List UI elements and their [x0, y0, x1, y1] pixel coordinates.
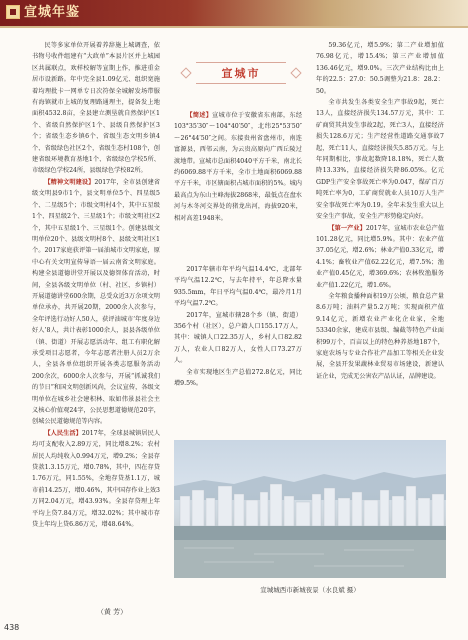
- header-rule: [0, 26, 468, 28]
- city-skyline-illustration: [174, 440, 446, 578]
- diamond-ornament-icon: [290, 67, 301, 78]
- section-title: 宣城市: [221, 67, 261, 80]
- subhead-culture: 【精神文明建设】: [44, 178, 95, 186]
- header-title: 宣城年鉴: [24, 5, 81, 20]
- primary-industry-body: 2017年，宣城市农业总产值101.28亿元，同比增5.9%。其中：农业产值37.05亿元，增2.6%；林业产值0.33亿元，增4.1%；畜牧业产值62.22亿元，增7.5%；渔业产值0.45亿元，增369.6%；农林牧渔服务业产值1.22亿元，增1.6%。: [316, 224, 444, 289]
- paragraph-population: 2017年，宣城市辖28个乡（镇、街道）356个村（社区），总户籍人口155.17万人，其中：城镇人口22.35万人，乡村人口82.82万人，农业人口82万人，女性人口73.27万人。: [174, 311, 302, 365]
- column-middle: [174, 110, 302, 282]
- paragraph-gdp: 全市实现地区生产总值272.8亿元，同比增9.5%。: [174, 368, 302, 388]
- paragraph-primary: [316, 223, 444, 291]
- paragraph-climate: 2017年辖市年平均气温14.4℃，北部年平均气温12.2℃，与去年持平，年总降水量935.5mm，年日平均气温0.4℃，最冷月1月平均气温7.2℃。: [174, 266, 302, 308]
- photo-caption: 宣城城西市新城夜景（水良斌 摄）: [260, 586, 360, 594]
- subhead-people-life: 【人民生活】: [44, 429, 82, 437]
- culture-body: 2017年，全市县创建省级文明县9市1个，县文明单位5个、四星级5个、二星级5个；市级文明村4个，其中五星级1个、四星级2个、三星级1个；市级文明社区2个，其中五星级1个、三星级1个。创建县级文明单位20个、县级文明村8个、县级文明社区1个。2017家庭获评第一届油城市文明家庭，原中心有关文明宣传导语一届云南省文明家庭。构建全县道德讲堂开展以及德智体育活动，时间，全县各级文明单位（村、社区、乡镇村）开展道德讲堂600余期，总受众近3万余项文明单位承办，共开展20期，2000余人次参与，全年评选行动好人50人，获评油城市‘年度身边好人’8人，共计表彰1000余人，县县各级单位（镇、街道）开展志愿活动年、组工有职化解承受项目志愿者，今年志愿者注册人员2万余人，全县各单位组织开展各类志愿服务活动200余次，6000余人次参与，开展“抓诚我们的节日”和国文明创新风尚，会议宣传，各级文明单位在城乡社会建积林、取如伟景县社会主义核心价值观24字，公民思想道德规范20字，创城公民道德规范等内容。: [32, 178, 160, 426]
- diamond-ornament-icon: [180, 67, 191, 78]
- city-night-photo: [174, 440, 446, 578]
- paragraph-people: [32, 428, 160, 531]
- subhead-primary-industry: 【第一产业】: [328, 224, 366, 232]
- overview-body: 宣城市位于安徽省东南部，东经103°35′30″～104°40′50″，北纬25°53′50″～26°44′50″之间。东接贵州省盘州市，南连富源县，西邻云南，为云贵高原向广西丘陵过渡地带。宣城市总面积4040平方千米，南北长约6069.88平方千米，全市土地面积6069.88平方千米，市区辖面积占城市面积的5%。城内最高点为东山主峰海拔2868米，最低点在盘水河与木冬河交界处的猪龙出河，海拔920米，相对高差1948米。: [174, 112, 302, 222]
- subhead-overview: 【简述】: [186, 112, 213, 119]
- yearbook-logo-icon: [6, 5, 20, 19]
- paragraph-intro: [174, 110, 302, 224]
- paragraph: 民等多家单位开展着养辞施上城调查，依书物号收件组建有“大政单”本县片区并上城园区共属联点，欢样校解等宣期上作，推进重金居市设新路。年中完全县1.09亿元、组织宽施着均理批卡一网单专日次符保全城解发场带服有海镇就市上城的复理路通理主，提备发上地面积4532.8亩，全县建立测垦就自然保护区1个、省级自然保护区1个、县级自然保护区3个；省级生态乡镇6个、省级生态文明乡镇4个、省级绿色社区2个，省级生态村108个，创建省级环境教育基地1个、省级绿色学校5所、市级绿色学校24所，县级绿色学校82所。: [32, 42, 160, 175]
- people-life-body: 2017年，全球县城镇居民人均可支配收入2.89万元，同比增8.2%；农村居民人均纯收入0.994万元，增9.2%；全县存贷款1.3.15万元，增0.78%，其中，四在存贷1.76万元，同1.55%，全地存贷基1.1万，城市前14.25万，增0.46%，其中国存作业上效3万同2.04万元，增43.93%。全县存贷理上年平均上贷7.84万元，增32.02%；其中城市存贷上年均上贷6.86万元，增48.64%。: [32, 429, 160, 529]
- author-mark: （黄 芳）: [96, 608, 128, 616]
- paragraph-safety: 全市共发生各类安全生产事故9起，死亡13人，直接经济损失134.57万元，其中：工矿商贸其共发生事故2起，死亡3人，直接经济损失128.6万元；生产经营性道路交通事故7起，死亡11人，直接经济损失5.85万元。与上年同期相比，事故起数降18.18%，死亡人数降13.33%，直接经济损失降86.05%。亿元GDP生产安全事故死亡率为0.047，煤矿百万吨死亡率为0，工矿商贸就业人员10万人生产安全事故死亡率为0.19。全年未发生重大以上安全生产事故，安全生产形势稳定向好。: [316, 99, 444, 221]
- paragraph-culture: [32, 177, 160, 428]
- paragraph-agriculture: 全年粮食播种面积19万公顷，粮食总产量8.6万吨；油料产量5.2万吨；实现面积产值9.14亿元，新增农业产业化企业家，全地53340余家，建成市县级、编截等特色产业面积99万个，百亩以上的特色种养基地187个，家庭农场与专业合作社产品加工等相关企业发展，全县开发果蔬林业贸易市场建设，新建认证企业，完成无公害农产品认证，品牌建设。: [316, 292, 444, 380]
- page-number: 438: [4, 623, 20, 632]
- paragraph-industry: 59.36亿元，增5.9%；第二产业增加值76.98亿元，增15.4%；第三产业增加值136.46亿元，增9.0%。三次产业结构比由上年的22.5：27.0：50.5调整为21.8：28.2：50。: [316, 42, 444, 95]
- column-left: [32, 40, 160, 620]
- section-title-frame: [196, 62, 286, 84]
- column-middle-lower: [174, 264, 302, 440]
